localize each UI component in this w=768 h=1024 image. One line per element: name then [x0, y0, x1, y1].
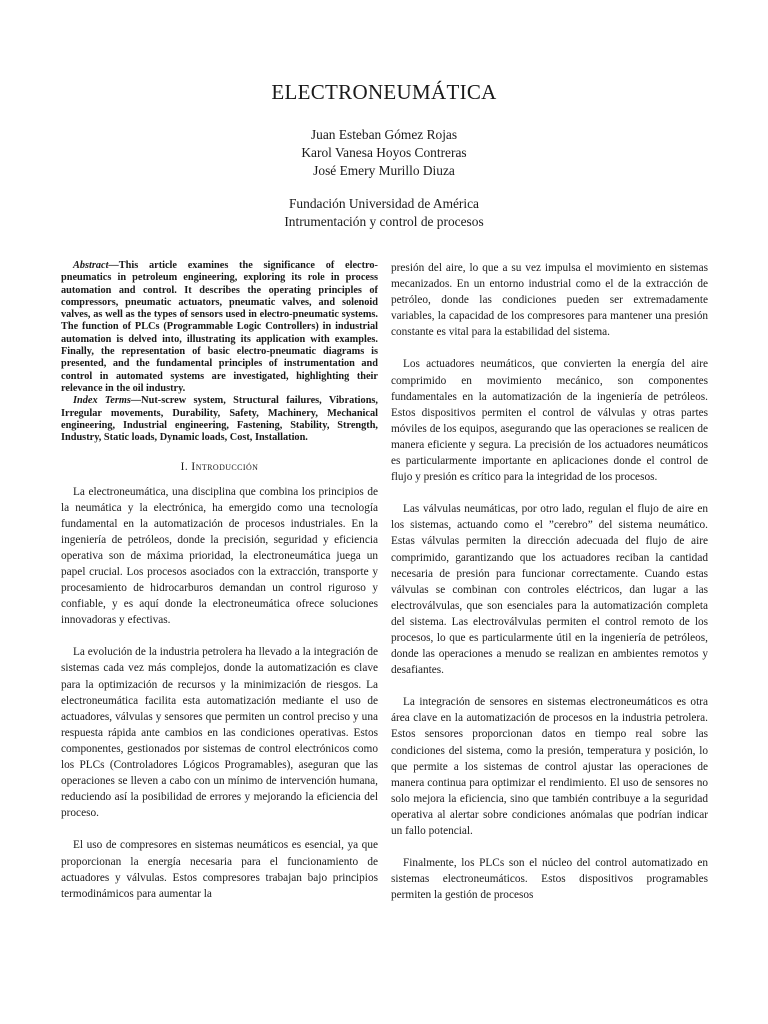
author-name: Karol Vanesa Hoyos Contreras — [301, 145, 467, 160]
index-terms-text: Nut-screw system, Structural failures, Vibrations, Irregular movements, Durability, Safety, Machinery, Mechanical engineering, Industrial engineering, Fastening, Stability, Strength, Industry, Static loads, Dynamic loads, Cost, Installation. — [61, 395, 378, 444]
left-column — [61, 260, 378, 902]
abstract-text: This article examines the significance of electro-pneumatics in petroleum engineering, exploring its role in process automation and control. It describes the operating principles of compressors, pneumatic actuators, pneumatic valves, and solenoid valves, as well as the types of sensors used in electro-pneumatic systems. The function of PLCs (Programmable Logic Controllers) in industrial automation is delved into, illustrating its application with examples. Finally, the representation of basic electro-pneumatic diagrams is presented, and the fundamental principles of instrumentation and control in automated systems are investigated, highlighting their relevance in the oil industry. — [61, 260, 378, 394]
author-name: Juan Esteban Gómez Rojas — [310, 127, 458, 142]
section-number: I. — [180, 461, 189, 474]
body-paragraph: Las válvulas neumáticas, por otro lado, regulan el flujo de aire en los sistemas, actuando como el ”cerebro” del sistema neumático. Estas válvulas permiten la dirección adecuada del flujo de aire comprimido, garantizando que los actuadores reciban la cantidad necesaria de presión para funcionar correctamente. Cuando estas válvulas se combinan con controles eléctricos, dan lugar a las electroválvulas, que son esenciales para la automatización completa del sistema. Las electroválvulas permiten el control remoto de los procesos, lo que es particularmente útil en la ingeniería de petróleos, donde las operaciones a menudo se realizan en ambientes remotos y desafiantes. — [391, 503, 708, 677]
affiliation — [0, 195, 768, 231]
paper-title: ELECTRONEUMÁTICA — [271, 80, 497, 104]
body-paragraph: La evolución de la industria petrolera ha llevado a la integración de sistemas cada vez más complejos, donde la automatización es clave para la optimización de recursos y la minimización de riesgos. La electroneumática facilita esta automatización mediante el uso de actuadores, válvulas y sensores que permiten un control preciso y una respuesta rápida ante cambios en las condiciones operativas. Estos componentes, gestionados por sistemas de control electrónicos como los PLCs (Controladores Lógicos Programables), aseguran que las operaciones se lleven a cabo con un mínimo de intervención humana, reduciendo así la posibilidad de errores y mejorando la eficiencia del proceso. — [61, 646, 378, 820]
index-terms-label: Index Terms— — [73, 395, 142, 407]
author-name: José Emery Murillo Diuza — [313, 163, 455, 178]
abstract — [61, 260, 378, 395]
body-paragraph: Finalmente, los PLCs son el núcleo del control automatizado en sistemas electroneumáticos. Estos dispositivos programables permiten la gestión de procesos — [391, 857, 708, 902]
body-paragraph: La integración de sensores en sistemas electroneumáticos es otra área clave en la automatización de procesos en la industria petrolera. Estos sensores proporcionan datos en tiempo real sobre las condiciones del sistema, como la presión, temperatura y posición, lo que permite a los sistemas de control ajustar las operaciones de manera continua para optimizar el rendimiento. El uso de sensores no solo mejora la eficiencia, sino que también contribuye a la seguridad operativa al alertar sobre condiciones anómalas que podrían indicar un fallo potencial. — [391, 696, 708, 837]
body-paragraph: La electroneumática, una disciplina que combina los principios de la neumática y la electrónica, ha emergido como una tecnología fundamental en la automatización de procesos industriales. En la ingeniería de petróleos, donde la precisión, seguridad y eficiencia operativa son de máxima prioridad, la electroneumática juega un papel crucial. Los procesos asociados con la extracción, transporte y procesamiento de hidrocarburos demandan un control riguroso y confiable, y es aquí donde la electroneumática ofrece soluciones innovadoras y efectivas. — [61, 485, 378, 627]
right-column — [391, 260, 708, 903]
index-terms — [61, 395, 378, 444]
body-paragraph: Los actuadores neumáticos, que convierten la energía del aire comprimido en movimiento mecánico, son componentes fundamentales en la automatización de la ingeniería de petróleos. Estos dispositivos permiten el control de válvulas y otras partes móviles de los equipos, asegurando que las operaciones se realicen de manera eficiente y segura. La precisión de los actuadores neumáticos es particularmente importante en aplicaciones donde el control de flujo y presión es crítico para la integridad de los procesos. — [391, 358, 708, 484]
affiliation-institution: Fundación Universidad de América — [288, 196, 480, 211]
abstract-label: Abstract— — [73, 260, 119, 271]
body-paragraph: El uso de compresores en sistemas neumáticos es esencial, ya que proporcionan la energía necesaria para el funcionamiento de actuadores y válvulas. Estos compresores trabajan bajo principios termodinámicos para aumentar la — [61, 839, 378, 900]
affiliation-department: Intrumentación y control de procesos — [284, 214, 484, 229]
body-paragraph: presión del aire, lo que a su vez impulsa el movimiento en sistemas mecanizados. En un entorno industrial como el de la extracción de petróleo, donde las condiciones pueden ser extremadamente variables, la capacidad de los compresores para mantener una presión constante es vital para la estabilidad del sistema. — [391, 262, 708, 339]
section-heading — [61, 458, 378, 475]
author-list — [0, 126, 768, 180]
section-title: Introducción — [191, 459, 259, 474]
